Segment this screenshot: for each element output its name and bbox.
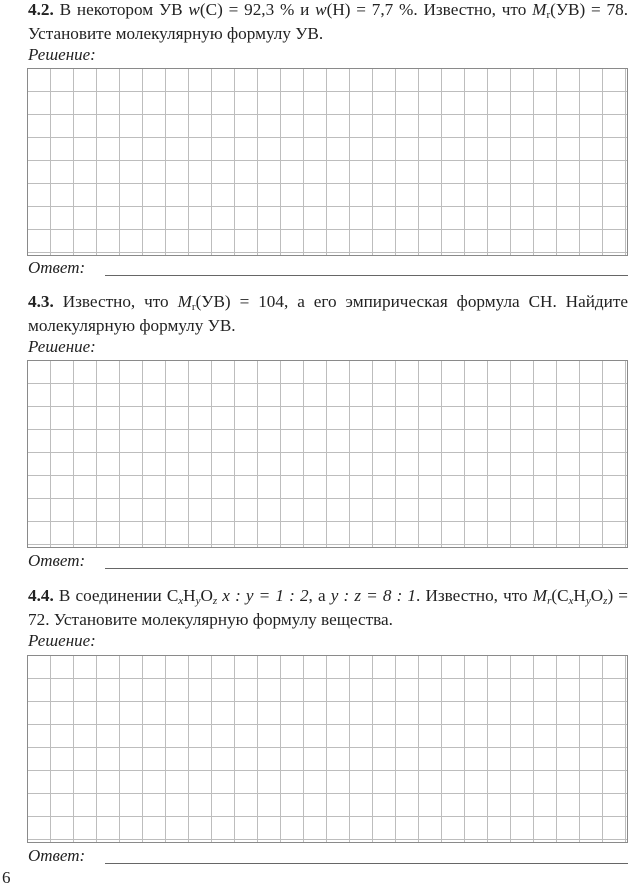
solution-grid[interactable] [27,360,628,548]
problem-number: 4.2. [28,0,54,19]
problem-4-3 [28,290,628,357]
answer-label: Ответ: [28,551,86,570]
problem-4-4 [28,584,628,651]
problem-4-3-text: 4.3. Известно, что $M_r(УВ) = 104$, а его эмпирическая формула CH. Найдите молекулярную формулу УВ. [28,292,628,335]
solution-label: Решение: [28,45,96,64]
answer-row [28,551,628,573]
problem-number: 4.3. [28,292,54,311]
solution-label: Решение: [28,631,96,650]
problem-4-2 [28,0,628,65]
page-number: 6 [2,868,11,887]
answer-line[interactable] [105,275,628,276]
problem-4-2-text: 4.2. В некотором УВ w(C) = 92,3 % и w(H) = 7,7 %. Известно, что $M_r(УВ) = 78$. Установите молекулярную формулу УВ. [28,0,628,43]
answer-line[interactable] [105,863,628,864]
problem-number: 4.4. [28,586,54,605]
answer-row [28,846,628,868]
answer-label: Ответ: [28,258,86,277]
answer-line[interactable] [105,568,628,569]
solution-grid[interactable] [27,68,628,256]
problem-4-4-text: 4.4. В соединении $C_xH_yO_z$ x : y = 1 : 2, а y : z = 8 : 1. Известно, что $M_r(C_xH_yO_z) = 72$. Установите молекулярную формулу вещества. [28,586,628,629]
answer-label: Ответ: [28,846,86,865]
answer-row [28,258,628,280]
solution-grid[interactable] [27,655,628,843]
solution-label: Решение: [28,337,96,356]
